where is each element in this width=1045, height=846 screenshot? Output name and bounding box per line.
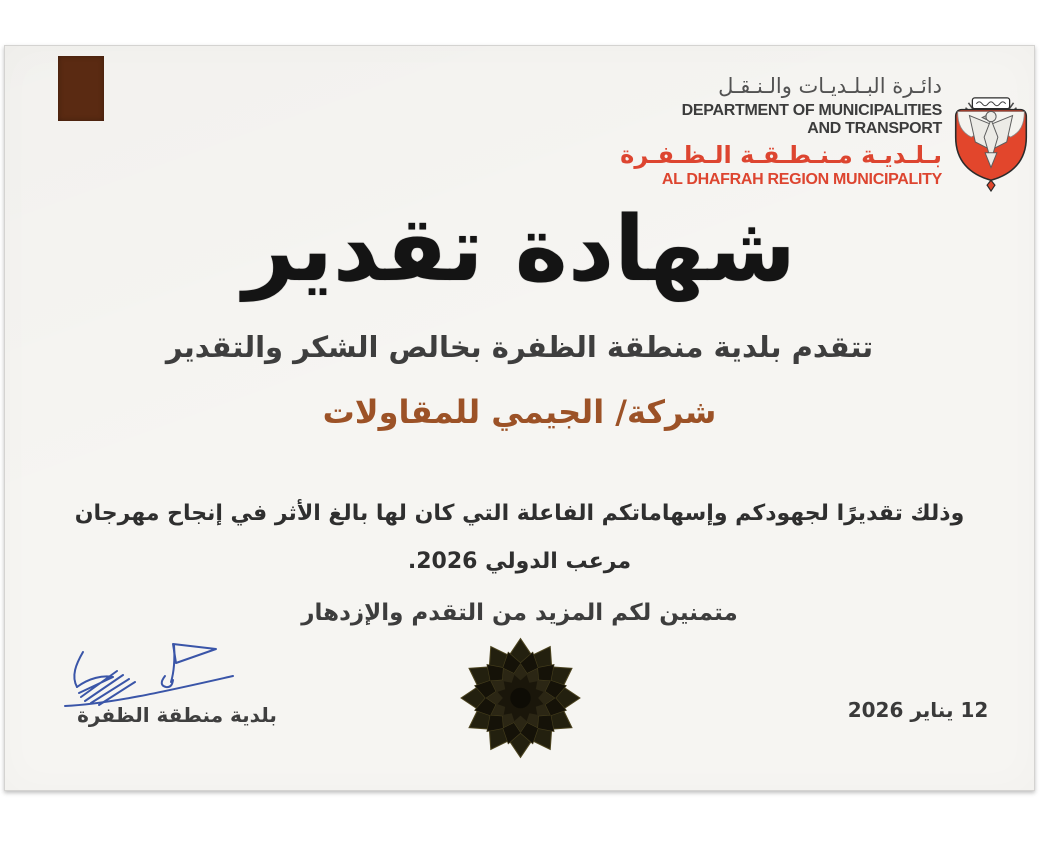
department-name-english-line1: DEPARTMENT OF MUNICIPALITIES	[681, 102, 942, 120]
certificate-date: 12 يناير 2026	[847, 698, 989, 722]
appreciation-line-1: وذلك تقديرًا لجهودكم وإسهاماتكم الفاعلة التي كان لها بالغ الأثر في إنجاح مهرجان	[74, 501, 965, 526]
department-name-english	[620, 102, 942, 137]
department-name-english-line2: AND TRANSPORT	[807, 119, 942, 137]
municipality-name-english: AL DHAFRAH REGION MUNICIPALITY	[661, 171, 942, 189]
certificate-page	[4, 45, 1035, 791]
embossed-star-seal-icon	[459, 636, 582, 760]
signature-label: بلدية منطقة الظفرة	[77, 703, 277, 727]
certificate-title: شهادة تقدير	[243, 197, 796, 302]
letterhead	[620, 73, 942, 189]
wishes-line: متمنين لكم المزيد من التقدم والإزدهار	[301, 600, 738, 626]
recipient-name: شركة/ الجيمي للمقاولات	[322, 393, 717, 431]
abu-dhabi-emblem-icon	[951, 92, 1031, 192]
municipality-name-arabic: بـلـديـة مـنـطـقـة الـظـفـرة	[620, 140, 942, 169]
department-name-arabic: دائـرة البـلـديـات والـنـقـل	[718, 74, 942, 98]
appreciation-line-2: مرعب الدولي 2026.	[407, 549, 632, 574]
corner-brown-mark	[58, 56, 104, 121]
thanks-line: تتقدم بلدية منطقة الظفرة بخالص الشكر والتقدير	[165, 330, 874, 364]
